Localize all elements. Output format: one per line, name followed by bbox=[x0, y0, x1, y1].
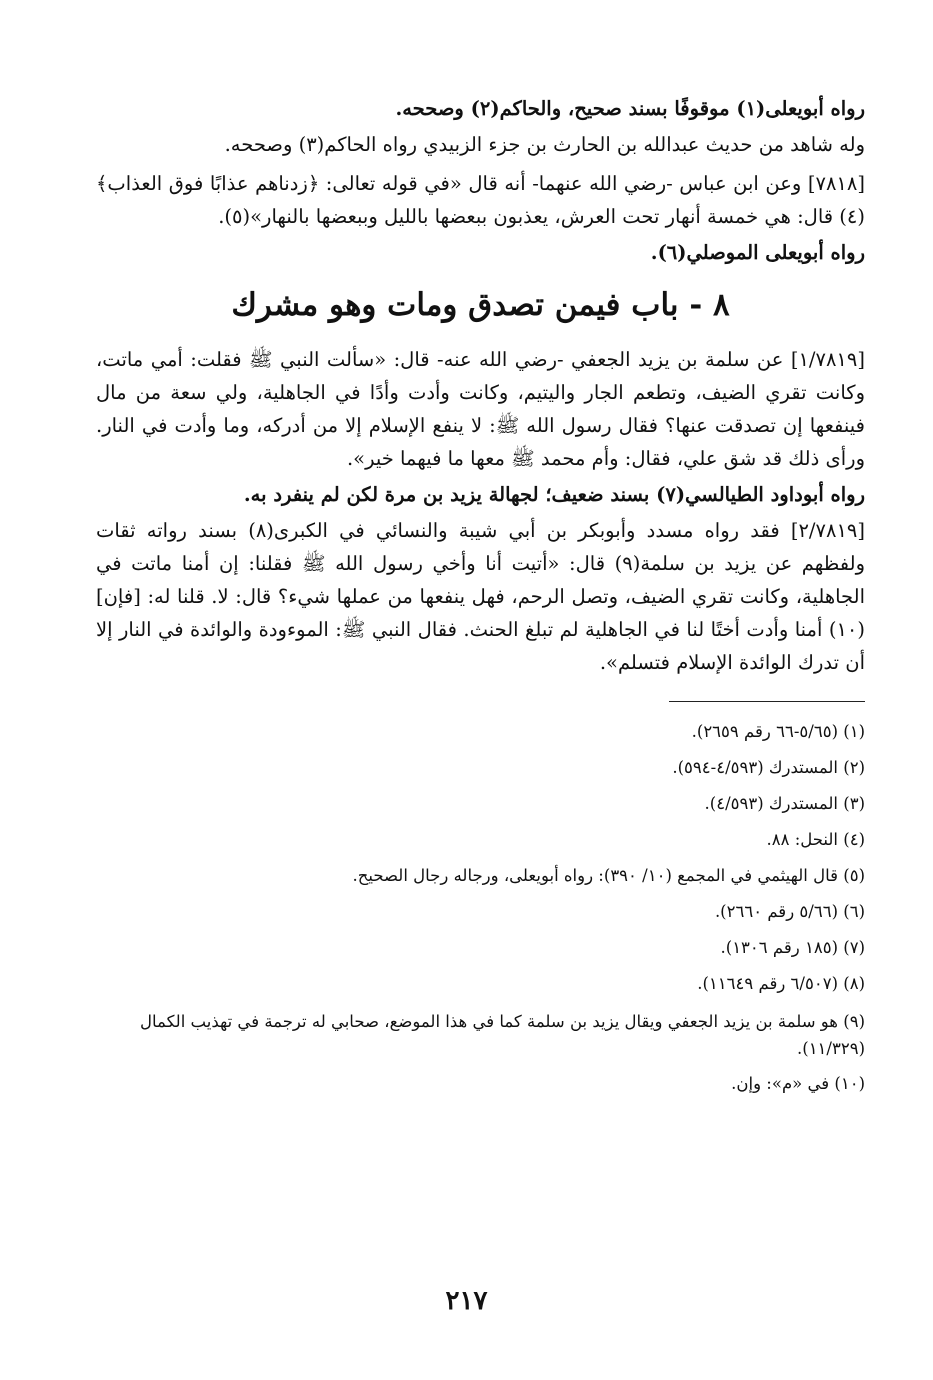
paragraph-2: وله شاهد من حديث عبدالله بن الحارث بن جزء الزبيدي رواه الحاكم(٣) وصححه. bbox=[224, 133, 865, 156]
footnote-6: (٦) (٥/٦٦ رقم ٢٦٦٠). bbox=[714, 902, 865, 921]
footnote-divider bbox=[669, 701, 865, 702]
footnote-10: (١٠) في «م»: وإن. bbox=[731, 1074, 865, 1093]
footnote-9: (٩) هو سلمة بن يزيد الجعفي ويقال يزيد بن سلمة كما في هذا الموضع، صحابي له ترجمة في تهذيب الكمال (١١/٣٢٩). bbox=[140, 1012, 865, 1058]
chapter-heading: ٨ - باب فيمن تصدق ومات وهو مشرك bbox=[231, 287, 730, 323]
paragraph-6: رواه أبوداود الطيالسي(٧) بسند ضعيف؛ لجهالة يزيد بن مرة لكن لم ينفرد به. bbox=[243, 483, 865, 506]
footnotes bbox=[96, 714, 865, 1102]
footnote-1: (١) (٥/٦٥-٦٦ رقم ٢٦٥٩). bbox=[691, 722, 865, 741]
footnote-2: (٢) المستدرك (٤/٥٩٣-٥٩٤). bbox=[672, 758, 865, 777]
paragraph-1: رواه أبويعلى(١) موقوفًا بسند صحيح، والحاكم(٢) وصححه. bbox=[395, 97, 865, 120]
footnote-4: (٤) النحل: ٨٨. bbox=[766, 830, 865, 849]
page-number: ٢١٧ bbox=[445, 1286, 488, 1316]
footnote-8: (٨) (٦/٥٠٧ رقم ١١٦٤٩). bbox=[697, 974, 865, 993]
footnote-3: (٣) المستدرك (٤/٥٩٣). bbox=[704, 794, 865, 813]
main-text bbox=[96, 92, 865, 679]
footnote-7: (٧) (١٨٥ رقم ١٣٠٦). bbox=[720, 938, 865, 957]
hadith-7819-1: [١/٧٨١٩] عن سلمة بن يزيد الجعفي -رضي الله عنه- قال: «سألت النبي ﷺ فقلت: أمي ماتت، وكانت تقري الضيف، وتطعم الجار واليتيم، وكانت وأدت وأدًا في الجاهلية، ولي سعة من مال فينفعها إن تصدقت عنها؟ فقال رسول الله ﷺ: لا ينفع الإسلام إلا من أدركه، وما وأدت في النار. ورأى ذلك قد شق علي، فقال: وأم محمد ﷺ معها ما فيهما خير». bbox=[96, 348, 865, 470]
paragraph-4: رواه أبويعلى الموصلي(٦). bbox=[650, 241, 865, 264]
footnote-5: (٥) قال الهيثمي في المجمع (١٠/ ٣٩٠): رواه أبويعلى، ورجاله رجال الصحيح. bbox=[352, 866, 865, 885]
hadith-7819-2: [٢/٧٨١٩] فقد رواه مسدد وأبوبكر بن أبي شيبة والنسائي في الكبرى(٨) بسند رواته ثقات ولفظهم عن يزيد بن سلمة(٩) قال: «أتيت أنا وأخي رسول الله ﷺ فقلنا: إن أمنا ماتت في الجاهلية، وكانت تقري الضيف، وتصل الرحم، فهل ينفعها من عملها شيء؟ قال: لا. قلنا له: [فإن](١٠) أمنا وأدت أختًا لنا في الجاهلية لم تبلغ الحنث. فقال النبي ﷺ: الموءودة والوائدة في النار إلا أن تدرك الوائدة الإسلام فتسلم». bbox=[96, 519, 866, 674]
hadith-7818: [٧٨١٨] وعن ابن عباس -رضي الله عنهما- أنه قال «في قوله تعالى: ﴿زدناهم عذابًا فوق العذاب﴾(٤) قال: هي خمسة أنهار تحت العرش، يعذبون ببعضها بالليل وببعضها بالنهار»(٥). bbox=[96, 172, 865, 228]
